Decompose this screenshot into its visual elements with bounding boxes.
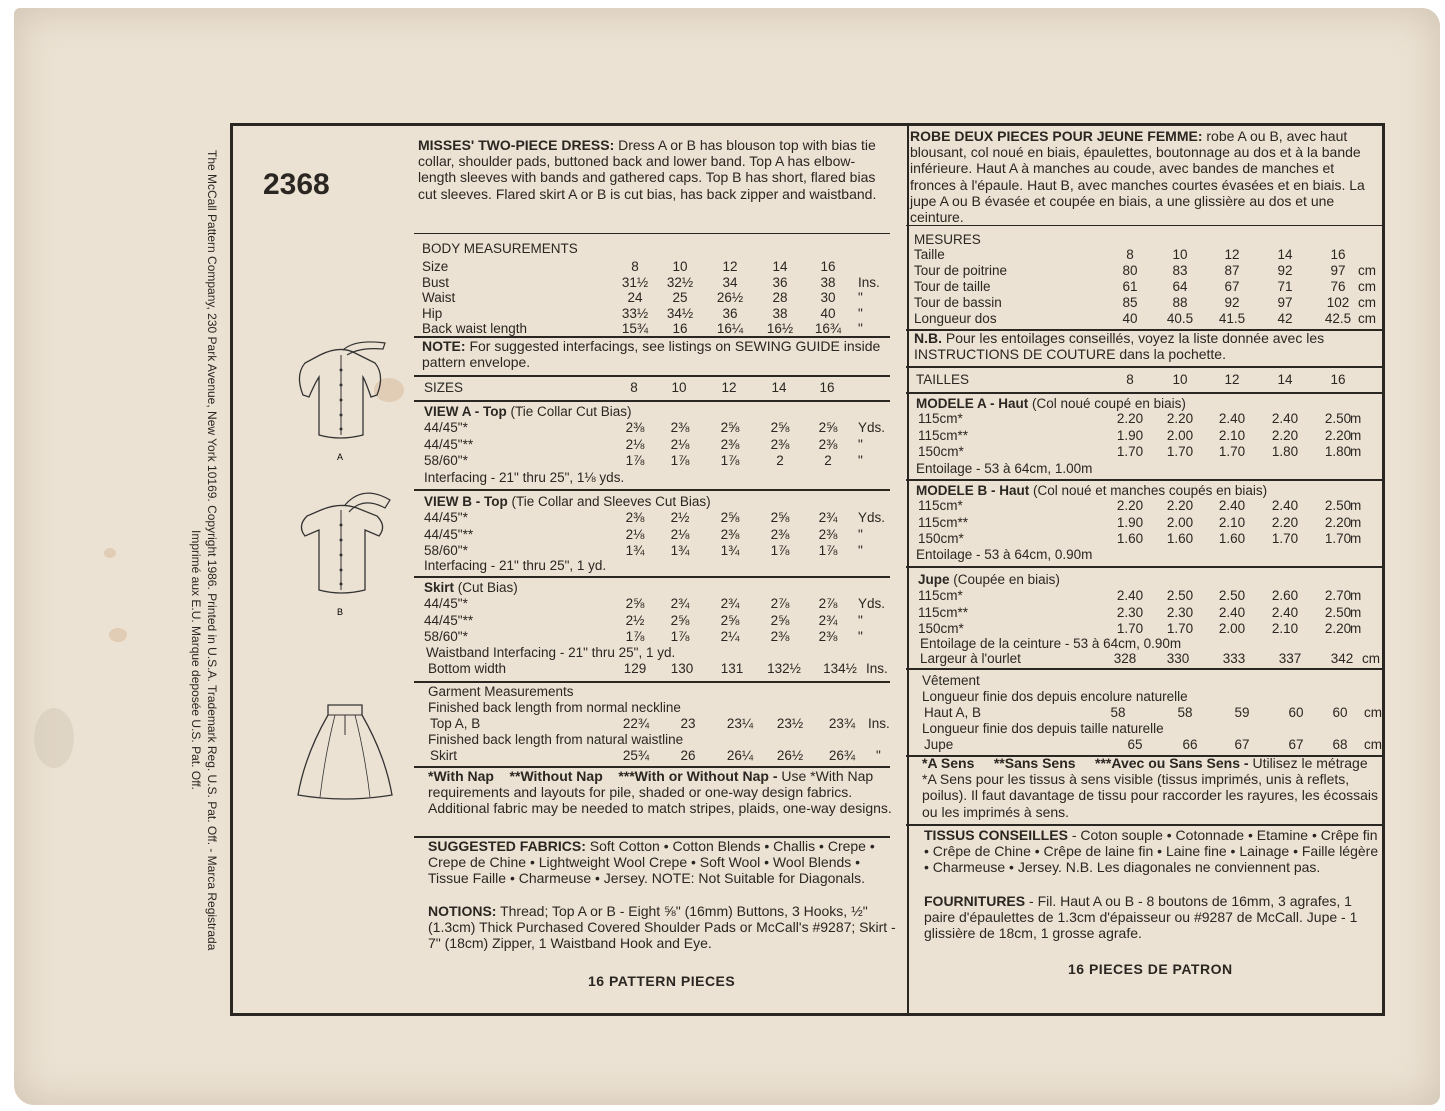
row-value: 2 <box>824 453 832 468</box>
row-value: 2.50 <box>1218 588 1246 603</box>
row-value: 1.60 <box>1116 531 1144 546</box>
row-value: 16 <box>1330 247 1346 262</box>
row-unit: Ins. <box>866 661 888 676</box>
row-value: 1⅞ <box>670 629 690 644</box>
row-value: 2⅜ <box>625 420 645 435</box>
row-unit: m <box>1350 498 1362 513</box>
row-unit: m <box>1350 514 1362 530</box>
row-unit: cm <box>1364 737 1382 752</box>
row-unit: " <box>858 321 863 336</box>
row-label: 44/45"** <box>424 612 474 628</box>
row-value: 71 <box>1277 279 1293 294</box>
row-value: 2.40 <box>1116 588 1144 603</box>
row-unit: Ins. <box>858 274 880 290</box>
row-value: 24 <box>627 290 643 305</box>
row-value: 42.5 <box>1324 311 1352 326</box>
row-value: 1.90 <box>1116 514 1144 530</box>
row-unit: " <box>876 748 881 763</box>
row-value: 67 <box>1234 737 1250 752</box>
row-value: 42 <box>1277 311 1293 326</box>
row-value: 2.60 <box>1271 588 1299 603</box>
row-value: 2.40 <box>1218 498 1246 513</box>
row-value: 2⅛ <box>625 436 645 452</box>
row-value: 2¼ <box>720 629 740 644</box>
row-value: 1¾ <box>625 543 645 558</box>
row-value: 2⅝ <box>770 612 790 628</box>
row-value: 2⅝ <box>770 420 790 435</box>
row-value: 14 <box>1277 372 1293 387</box>
row-label: 115cm* <box>918 411 963 426</box>
row-value: 2.50 <box>1166 588 1194 603</box>
row-value: 8 <box>1126 247 1134 262</box>
row-value: 1.90 <box>1116 427 1144 443</box>
row-value: 36 <box>772 274 788 290</box>
row-label: 115cm* <box>918 588 963 603</box>
row-value: 2.20 <box>1271 427 1299 443</box>
row-value: 102 <box>1326 295 1350 310</box>
spine-line-1: The McCall Pattern Company, 230 Park Avenue, New York 10169. Copyright 1986. Printed in U.S.A. Trademark Reg. U.S. Pat. Off. - Marca Registrada <box>205 150 219 951</box>
row-unit: Yds. <box>858 420 886 435</box>
note-label: NOTE: <box>422 338 466 354</box>
row-value: 2.20 <box>1116 498 1144 513</box>
pattern-number: 2368 <box>263 168 330 201</box>
row-value: 337 <box>1278 651 1302 666</box>
row-value: 14 <box>1277 247 1293 262</box>
row-label: Top A, B <box>430 716 481 731</box>
row-value: 10 <box>671 380 687 395</box>
row-label: 115cm** <box>918 427 969 443</box>
row-value: 85 <box>1122 295 1138 310</box>
row-value: 330 <box>1166 651 1190 666</box>
row-label: Haut A, B <box>924 705 982 720</box>
row-unit: Ins. <box>868 716 890 731</box>
row-value: 23¼ <box>726 716 754 731</box>
row-label: Taille <box>914 247 945 262</box>
row-value: 68 <box>1332 737 1348 752</box>
row-value: 26 <box>680 748 696 763</box>
row-value: 1⅞ <box>720 453 740 468</box>
row-label: 44/45"* <box>424 596 468 611</box>
row-value: 1⅞ <box>625 453 645 468</box>
row-value: 16 <box>1330 372 1346 387</box>
row-value: 2½ <box>670 510 690 525</box>
row-value: 32½ <box>666 274 694 290</box>
row-value: 26½ <box>716 290 744 305</box>
row-value: 2.20 <box>1166 498 1194 513</box>
row-value: 2.70 <box>1324 588 1352 603</box>
row-value: 2.20 <box>1324 427 1352 443</box>
row-label: 44/45"* <box>424 420 468 435</box>
row-value: 2¾ <box>670 596 690 611</box>
row-unit: cm <box>1358 311 1376 326</box>
row-value: 38 <box>820 274 836 290</box>
row-value: 61 <box>1122 279 1138 294</box>
modele-a-entoilage: Entoilage - 53 à 64cm, 1.00m <box>916 461 1093 476</box>
row-value: 2.40 <box>1271 498 1299 513</box>
row-label: 44/45"* <box>424 510 468 525</box>
french-nb: N.B. Pour les entoilages conseillés, voyez la liste donnée avec les INSTRUCTIONS DE COUTURE dans la pochette. <box>914 330 1325 363</box>
view-b-label: B <box>337 607 344 617</box>
row-label: TAILLES <box>916 372 970 387</box>
row-unit: " <box>858 526 863 542</box>
row-value: 83 <box>1172 263 1188 278</box>
row-unit: Yds. <box>858 510 886 525</box>
jupe-heading: Jupe (Coupée en biais) <box>918 572 1060 587</box>
view-b-heading: VIEW B - Top (Tie Collar and Sleeves Cut Bias) <box>424 494 711 509</box>
row-label: Hip <box>422 305 443 321</box>
english-description-text: Dress A or B has blouson top with bias tie collar, shoulder pads, buttoned back and lower band. Top A has elbow-length sleeves with bands and gathered caps. Top B has short, flared bias cut sleeves. Flared skirt A or B is cut bias, has back zipper and waistband. <box>418 137 877 202</box>
row-value: 16 <box>672 321 688 336</box>
row-value: 36 <box>722 305 738 321</box>
vetement-taille: Longueur finie dos depuis taille naturelle <box>922 721 1164 736</box>
row-label: 150cm* <box>918 621 964 636</box>
row-value: 2⅝ <box>770 510 790 525</box>
row-value: 2.30 <box>1116 604 1144 620</box>
row-label: 58/60"* <box>424 453 468 468</box>
row-value: 76 <box>1330 279 1346 294</box>
row-unit: cm <box>1358 295 1376 310</box>
row-value: 2⅝ <box>670 612 690 628</box>
nap-info: *With Nap **Without Nap ***With or Without Nap - Use *With Nap requirements and layouts for pile, shaded or one-way design fabrics. Additional fabric may be needed to match stripes, plaids, one-way designs. <box>428 768 892 817</box>
row-unit: cm <box>1358 263 1376 278</box>
row-value: 2¾ <box>720 596 740 611</box>
row-unit: " <box>858 612 863 628</box>
row-value: 2.00 <box>1166 427 1194 443</box>
row-value: 2.10 <box>1218 427 1246 443</box>
row-value: 1⅞ <box>625 629 645 644</box>
row-value: 328 <box>1113 651 1137 666</box>
note-text: For suggested interfacings, see listings on SEWING GUIDE inside pattern envelope. <box>422 338 881 371</box>
row-value: 333 <box>1222 651 1246 666</box>
row-value: 23¾ <box>828 716 856 731</box>
row-value: 134½ <box>823 661 857 676</box>
row-value: 1¾ <box>670 543 690 558</box>
row-unit: " <box>858 453 863 468</box>
row-label: Tour de taille <box>914 279 991 294</box>
row-value: 12 <box>1224 372 1240 387</box>
row-value: 2⅞ <box>770 596 790 611</box>
row-value: 25 <box>672 290 688 305</box>
row-label: Size <box>422 259 449 274</box>
row-value: 97 <box>1277 295 1293 310</box>
french-description-text: robe A ou B, avec haut blousant, col noué en biais, épaulettes, boutonnage au dos et à la bande inférieure. Haut A à manches au coude, avec bandes de manches et fronces à l'épaule. Haut B, avec manches courtes évasées et en biais. La jupe A ou B évasée et coupée en biais, a une glissière au dos et une ceinture. <box>910 128 1365 226</box>
row-value: 2⅝ <box>720 510 740 525</box>
row-value: 2⅝ <box>625 596 645 611</box>
row-value: 132½ <box>767 661 801 676</box>
row-value: 2 <box>776 453 784 468</box>
row-value: 97 <box>1330 263 1346 278</box>
row-value: 34½ <box>666 305 694 321</box>
row-unit: " <box>858 436 863 452</box>
row-value: 1.60 <box>1166 531 1194 546</box>
row-value: 342 <box>1330 651 1354 666</box>
row-value: 2⅜ <box>720 526 740 542</box>
row-value: 10 <box>672 259 688 274</box>
spine-line-2: Imprimé aux E.U. Marque deposée U.S. Pat. Off. <box>189 530 203 790</box>
english-description <box>418 137 888 202</box>
row-value: 1.70 <box>1166 444 1194 459</box>
vetement-heading: Vêtement <box>922 673 980 688</box>
row-value: 1.80 <box>1271 444 1299 459</box>
row-value: 2⅜ <box>770 436 790 452</box>
row-value: 2.20 <box>1116 411 1144 426</box>
fournitures: FOURNITURES - Fil. Haut A ou B - 8 boutons de 16mm, 3 agrafes, 1 paire d'épaulettes de 1.3cm d'épaisseur ou #9287 de McCall. Jupe - 1 glissière de 18cm, 1 grosse agrafe. <box>924 893 1358 942</box>
row-value: 67 <box>1224 279 1240 294</box>
row-value: 2.10 <box>1271 621 1299 636</box>
row-value: 12 <box>721 380 737 395</box>
view-b-interfacing: Interfacing - 21" thru 25", 1 yd. <box>424 558 607 573</box>
row-value: 1.70 <box>1324 531 1352 546</box>
row-value: 26¾ <box>828 748 856 763</box>
row-value: 1.70 <box>1116 621 1144 636</box>
view-a-label: A <box>337 452 344 462</box>
row-label: Tour de bassin <box>914 295 1002 310</box>
row-value: 65 <box>1127 737 1143 752</box>
row-value: 131 <box>720 661 744 676</box>
french-footer: 16 PIECES DE PATRON <box>1068 961 1233 977</box>
row-unit: m <box>1350 411 1362 426</box>
row-unit: m <box>1350 427 1362 443</box>
row-value: 58 <box>1177 705 1193 720</box>
row-value: 2.40 <box>1271 411 1299 426</box>
row-value: 2.40 <box>1218 411 1246 426</box>
row-value: 88 <box>1172 295 1188 310</box>
row-value: 25¾ <box>622 748 650 763</box>
vetement-encolure: Longueur finie dos depuis encolure naturelle <box>922 689 1188 704</box>
tissus-conseilles: TISSUS CONSEILLES - Coton souple • Cotonnade • Etamine • Crêpe fin • Crêpe de Chine • Crêpe de laine fin • Laine fine • Lainage • Faille légère • Charmeuse • Jersey. N.B. Les diagonales ne conviennent pas. <box>924 827 1379 876</box>
row-value: 60 <box>1288 705 1304 720</box>
row-value: 2.10 <box>1218 514 1246 530</box>
row-unit: m <box>1350 604 1362 620</box>
row-value: 1.80 <box>1324 444 1352 459</box>
row-value: 12 <box>722 259 738 274</box>
row-value: 2.50 <box>1324 604 1352 620</box>
row-value: 2⅝ <box>720 420 740 435</box>
row-label: Tour de poitrine <box>914 263 1008 278</box>
english-footer: 16 PATTERN PIECES <box>588 973 736 989</box>
row-label: Longueur dos <box>914 311 997 326</box>
sens-info: *A Sens **Sans Sens ***Avec ou Sans Sens - Utilisez le métrage *A Sens pour les tissus à sens visible (tissus imprimés, unis à reflets, poilus). Il faut davantage de tissu pour raccorder les rayures, les écossais ou les imprimés à sens. <box>922 755 1379 820</box>
row-value: 2⅜ <box>770 526 790 542</box>
row-unit: m <box>1350 621 1362 636</box>
row-value: 38 <box>772 305 788 321</box>
row-value: 12 <box>1224 247 1240 262</box>
row-value: 129 <box>623 661 647 676</box>
row-value: 10 <box>1172 247 1188 262</box>
row-value: 2⅜ <box>818 629 838 644</box>
row-value: 60 <box>1332 705 1348 720</box>
french-title: ROBE DEUX PIECES POUR JEUNE FEMME: <box>910 128 1203 144</box>
row-value: 92 <box>1277 263 1293 278</box>
row-value: 1⅞ <box>770 543 790 558</box>
row-label: Skirt <box>430 748 457 763</box>
modele-b-entoilage: Entoilage - 53 à 64cm, 0.90m <box>916 547 1093 562</box>
row-value: 2.20 <box>1166 411 1194 426</box>
row-value: 28 <box>772 290 788 305</box>
row-value: 40 <box>1122 311 1138 326</box>
row-value: 31½ <box>621 274 649 290</box>
row-value: 2⅛ <box>625 526 645 542</box>
row-value: 2.40 <box>1271 604 1299 620</box>
row-label: SIZES <box>424 380 464 395</box>
row-value: 2.50 <box>1324 411 1352 426</box>
row-value: 14 <box>771 380 787 395</box>
row-value: 10 <box>1172 372 1188 387</box>
view-a-interfacing: Interfacing - 21" thru 25", 1⅛ yds. <box>424 470 625 485</box>
row-unit: cm <box>1364 705 1382 720</box>
row-value: 16 <box>820 259 836 274</box>
row-value: 67 <box>1288 737 1304 752</box>
row-label: 44/45"** <box>424 436 474 452</box>
row-value: 15¾ <box>621 321 649 336</box>
row-value: 1⅞ <box>670 453 690 468</box>
row-value: 2⅛ <box>670 436 690 452</box>
row-value: 16¾ <box>814 321 842 336</box>
row-unit: " <box>858 629 863 644</box>
row-value: 16¼ <box>716 321 744 336</box>
row-label: Bottom width <box>428 661 507 676</box>
row-label: 44/45"** <box>424 526 474 542</box>
row-value: 2⅜ <box>770 629 790 644</box>
modele-a-heading: MODELE A - Haut (Col noué coupé en biais) <box>916 396 1186 411</box>
row-value: 92 <box>1224 295 1240 310</box>
column-divider <box>907 126 909 1013</box>
row-value: 1.70 <box>1218 444 1246 459</box>
skirt-waistband: Waistband Interfacing - 21" thru 25", 1 yd. <box>426 645 676 660</box>
row-label: Jupe <box>924 737 954 752</box>
row-value: 2.00 <box>1166 514 1194 530</box>
row-value: 2⅞ <box>818 596 838 611</box>
row-value: 2⅜ <box>625 510 645 525</box>
row-unit: " <box>858 290 863 305</box>
row-label: 115cm** <box>918 514 969 530</box>
row-unit: " <box>858 543 863 558</box>
row-value: 2.40 <box>1218 604 1246 620</box>
row-value: 66 <box>1182 737 1198 752</box>
row-value: 26½ <box>776 748 804 763</box>
row-value: 2.20 <box>1324 514 1352 530</box>
row-value: 14 <box>772 259 788 274</box>
row-value: 1⅞ <box>818 543 838 558</box>
row-value: 22¾ <box>622 716 650 731</box>
row-value: 40 <box>820 305 836 321</box>
row-value: 2.00 <box>1218 621 1246 636</box>
row-label: 150cm* <box>918 444 964 459</box>
row-unit: cm <box>1358 279 1376 294</box>
row-value: 2¾ <box>818 510 838 525</box>
notions: NOTIONS: Thread; Top A or B - Eight ⅝" (16mm) Buttons, 3 Hooks, ½" (1.3cm) Thick Purchased Covered Shoulder Pads or McCall's #9287; Skirt - 7" (18cm) Zipper, 1 Waistband Hook and Eye. <box>428 903 896 952</box>
row-value: 26¼ <box>726 748 754 763</box>
row-label: Largeur à l'ourlet <box>920 651 1021 666</box>
row-value: 34 <box>722 274 738 290</box>
mesures-heading: MESURES <box>914 232 981 247</box>
row-value: 58 <box>1110 705 1126 720</box>
row-value: 8 <box>1126 372 1134 387</box>
row-value: 59 <box>1234 705 1250 720</box>
modele-b-heading: MODELE B - Haut (Col noué et manches coupés en biais) <box>916 483 1268 498</box>
row-value: 2.30 <box>1166 604 1194 620</box>
suggested-fabrics: SUGGESTED FABRICS: Soft Cotton • Cotton Blends • Challis • Crepe • Crepe de Chine • Lightweight Wool Crepe • Soft Wool • Wool Blends • Tissue Faille • Charmeuse • Jersey. NOTE: Not Suitable for Diagonals. <box>428 838 875 887</box>
row-value: 1.70 <box>1271 531 1299 546</box>
row-value: 8 <box>631 259 639 274</box>
row-label: 115cm* <box>918 498 963 513</box>
row-value: 2⅜ <box>720 436 740 452</box>
row-value: 40.5 <box>1166 311 1194 326</box>
row-value: 1¾ <box>720 543 740 558</box>
row-unit: m <box>1350 444 1362 459</box>
french-description <box>910 128 1372 225</box>
row-unit: m <box>1350 588 1362 603</box>
row-value: 2¾ <box>818 612 838 628</box>
row-value: 80 <box>1122 263 1138 278</box>
body-measurements-heading: BODY MEASUREMENTS <box>422 241 578 256</box>
row-value: 2⅛ <box>670 526 690 542</box>
row-value: 2½ <box>625 612 645 628</box>
row-unit: m <box>1350 531 1362 546</box>
row-value: 1.60 <box>1218 531 1246 546</box>
row-value: 16 <box>819 380 835 395</box>
row-value: 2.50 <box>1324 498 1352 513</box>
row-value: 23½ <box>776 716 804 731</box>
row-value: 64 <box>1172 279 1188 294</box>
row-label: 150cm* <box>918 531 964 546</box>
row-value: 23 <box>680 716 696 731</box>
jupe-ceinture: Entoilage de la ceinture - 53 à 64cm, 0.90m <box>920 636 1182 651</box>
row-unit: cm <box>1362 651 1380 666</box>
view-a-heading: VIEW A - Top (Tie Collar Cut Bias) <box>424 404 632 419</box>
row-label: 58/60"* <box>424 543 468 558</box>
row-value: 2⅜ <box>670 420 690 435</box>
row-value: 1.70 <box>1166 621 1194 636</box>
row-value: 41.5 <box>1218 311 1246 326</box>
garment-back-waist: Finished back length from natural waistline <box>428 732 684 747</box>
row-value: 8 <box>630 380 638 395</box>
row-value: 33½ <box>621 305 649 321</box>
row-label: 115cm** <box>918 604 969 620</box>
row-value: 130 <box>670 661 694 676</box>
row-unit: Yds. <box>858 596 886 611</box>
row-value: 2⅜ <box>818 526 838 542</box>
english-note <box>422 338 892 370</box>
row-label: Bust <box>422 274 450 290</box>
row-value: 16½ <box>766 321 794 336</box>
row-value: 30 <box>820 290 836 305</box>
row-label: 58/60"* <box>424 629 468 644</box>
english-title: MISSES' TWO-PIECE DRESS: <box>418 137 615 153</box>
row-value: 87 <box>1224 263 1240 278</box>
garment-heading: Garment Measurements <box>428 684 574 699</box>
row-value: 2⅜ <box>818 436 838 452</box>
row-value: 2.20 <box>1271 514 1299 530</box>
garment-back-neck: Finished back length from normal neckline <box>428 700 681 715</box>
row-label: Back waist length <box>422 321 528 336</box>
row-value: 1.70 <box>1116 444 1144 459</box>
row-value: 2⅝ <box>720 612 740 628</box>
row-label: Waist <box>422 290 456 305</box>
skirt-heading: Skirt (Cut Bias) <box>424 580 518 595</box>
row-unit: " <box>858 305 863 321</box>
row-value: 2.20 <box>1324 621 1352 636</box>
row-value: 2⅝ <box>818 420 838 435</box>
